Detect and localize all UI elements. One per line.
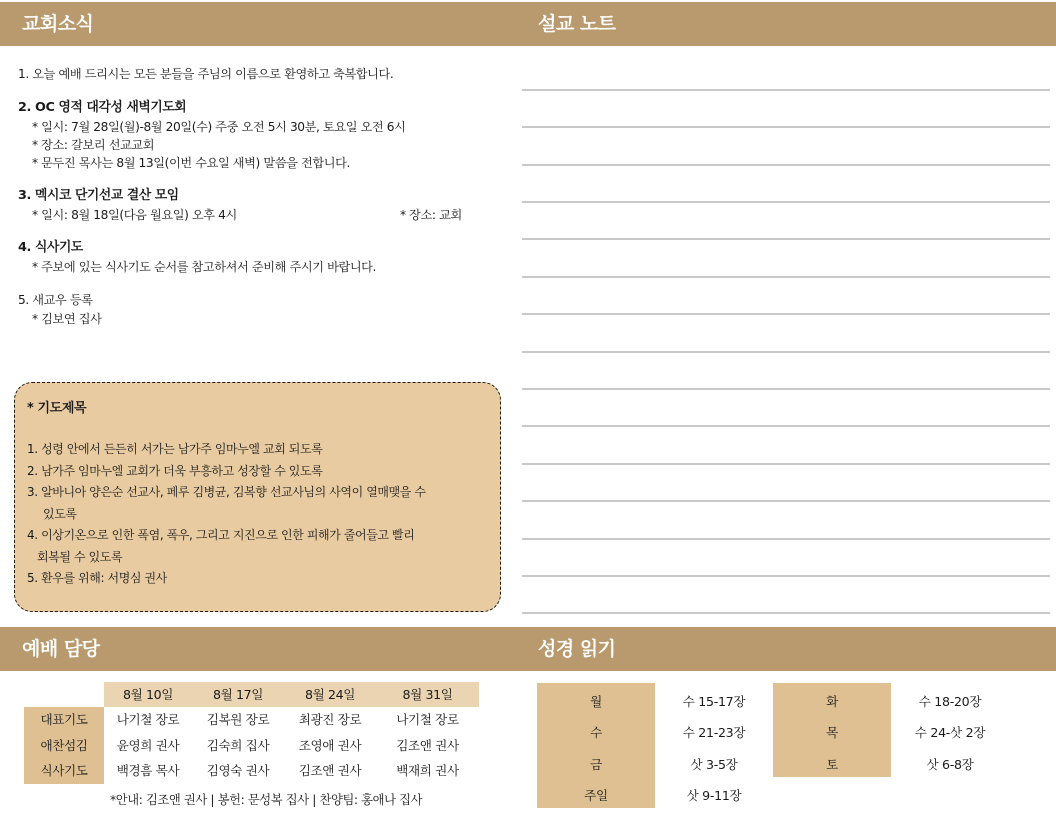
duty-name: 백경흠 목사 xyxy=(116,763,180,778)
news-item-title: 3. 멕시코 단기선교 결산 모임 xyxy=(18,188,179,203)
note-line xyxy=(522,164,1050,166)
duty-name: 백재희 권사 xyxy=(396,763,459,778)
worship-duty-header: 예배 담당 xyxy=(0,627,520,671)
duty-name: 김복원 장로 xyxy=(206,712,270,727)
duty-name: 나기철 장로 xyxy=(396,712,459,727)
news-item-title: 1. 오늘 예배 드리시는 모든 분들을 주님의 이름으로 환영하고 축복합니다. xyxy=(18,67,394,81)
news-item xyxy=(18,186,498,224)
duty-date: 8월 10일 xyxy=(123,687,173,702)
news-item-detail: * 일시: 7월 28일(월)-8월 20일(수) 주중 오전 5시 30분, 토요일 오전 6시 xyxy=(32,120,406,134)
duty-date: 8월 24일 xyxy=(305,687,355,702)
note-line xyxy=(522,425,1050,427)
note-line xyxy=(522,201,1050,203)
bible-day: 금 xyxy=(590,757,602,772)
prayer-item: 2. 남가주 임마누엘 교회가 더욱 부흥하고 성장할 수 있도록 xyxy=(27,463,323,478)
bible-day: 수 xyxy=(590,725,602,740)
news-item xyxy=(18,290,498,328)
prayer-requests-box xyxy=(14,382,501,612)
note-line xyxy=(522,126,1050,128)
duty-date: 8월 17일 xyxy=(213,687,263,702)
news-item-detail-date: * 일시: 8월 18일(다음 월요일) 오후 4시 xyxy=(32,208,237,222)
note-line xyxy=(522,351,1050,353)
duty-footnote: *안내: 김조앤 권사 | 봉헌: 문성복 집사 | 찬양팀: 홍애나 집사 xyxy=(110,793,423,807)
news-item-title: 4. 식사기도 xyxy=(18,240,83,255)
news-section-header: 교회소식 xyxy=(0,2,520,46)
duty-role: 애찬섬김 xyxy=(40,738,88,753)
sermon-notes-header: 설교 노트 xyxy=(520,2,1056,46)
duty-name: 김조앤 권사 xyxy=(396,738,459,753)
bible-reading: 삿 6-8장 xyxy=(926,757,974,772)
bible-reading: 수 24-삿 2장 xyxy=(914,725,986,740)
news-item xyxy=(18,98,498,172)
prayer-item-continued: 있도록 xyxy=(43,506,77,521)
news-item xyxy=(18,64,498,84)
bible-day: 주일 xyxy=(584,788,608,803)
bible-reading: 수 18-20장 xyxy=(918,694,982,709)
note-line xyxy=(522,500,1050,502)
note-line xyxy=(522,238,1050,240)
news-item-title: 5. 새교우 등록 xyxy=(18,293,93,307)
bible-day: 월 xyxy=(590,694,602,709)
note-line xyxy=(522,463,1050,465)
duty-name: 윤영희 권사 xyxy=(116,738,180,753)
note-line xyxy=(522,388,1050,390)
duty-name: 조영애 권사 xyxy=(298,738,362,753)
news-item-detail xyxy=(18,206,498,224)
prayer-item: 1. 성령 안에서 든든히 서가는 남가주 임마누엘 교회 되도록 xyxy=(27,442,323,456)
prayer-item: 3. 알바니아 양은순 선교사, 페루 김병균, 김복향 선교사님의 사역이 열매맺을 수 xyxy=(27,485,426,499)
duty-role: 식사기도 xyxy=(40,763,88,778)
bible-reading: 수 15-17장 xyxy=(682,694,746,709)
bible-day: 목 xyxy=(826,725,838,740)
duty-date: 8월 31일 xyxy=(402,687,453,702)
duty-name: 김조앤 권사 xyxy=(298,763,362,778)
note-line xyxy=(522,575,1050,577)
church-news xyxy=(18,64,498,342)
prayer-item: 4. 이상기온으로 인한 폭염, 폭우, 그리고 지진으로 인한 피해가 줄어들고 빨리 xyxy=(27,528,415,542)
duty-role: 대표기도 xyxy=(40,712,88,727)
duty-name: 나기철 장로 xyxy=(116,712,180,727)
bible-reading: 삿 3-5장 xyxy=(690,757,738,772)
bible-day: 화 xyxy=(826,694,838,709)
note-line xyxy=(522,612,1050,614)
bible-day: 토 xyxy=(826,757,838,772)
news-item-detail: * 주보에 있는 식사기도 순서를 참고하셔서 준비해 주시기 바랍니다. xyxy=(32,260,377,274)
duty-name: 김숙희 집사 xyxy=(206,738,270,753)
note-line xyxy=(522,538,1050,540)
news-item-detail-place: * 장소: 교회 xyxy=(400,208,462,222)
bible-reading-header: 성경 읽기 xyxy=(520,627,1056,671)
prayer-requests-title: * 기도제목 xyxy=(27,401,87,416)
duty-name: 최광진 장로 xyxy=(298,712,362,727)
news-item-title: 2. OC 영적 대각성 새벽기도회 xyxy=(18,100,187,115)
news-item-detail: * 장소: 갈보리 선교교회 xyxy=(32,138,155,152)
note-line xyxy=(522,276,1050,278)
news-item-detail: * 김보연 집사 xyxy=(32,312,102,326)
news-item xyxy=(18,238,498,276)
bible-reading: 수 21-23장 xyxy=(682,725,746,740)
bible-reading: 삿 9-11장 xyxy=(686,788,742,803)
news-item-detail: * 문두진 목사는 8월 13일(이번 수요일 새벽) 말씀을 전합니다. xyxy=(32,156,350,170)
duty-name: 김영숙 권사 xyxy=(206,763,270,778)
prayer-item: 5. 환우를 위해: 서명심 권사 xyxy=(27,571,167,585)
note-line xyxy=(522,89,1050,91)
prayer-item-continued: 회복될 수 있도록 xyxy=(37,549,123,564)
note-line xyxy=(522,313,1050,315)
